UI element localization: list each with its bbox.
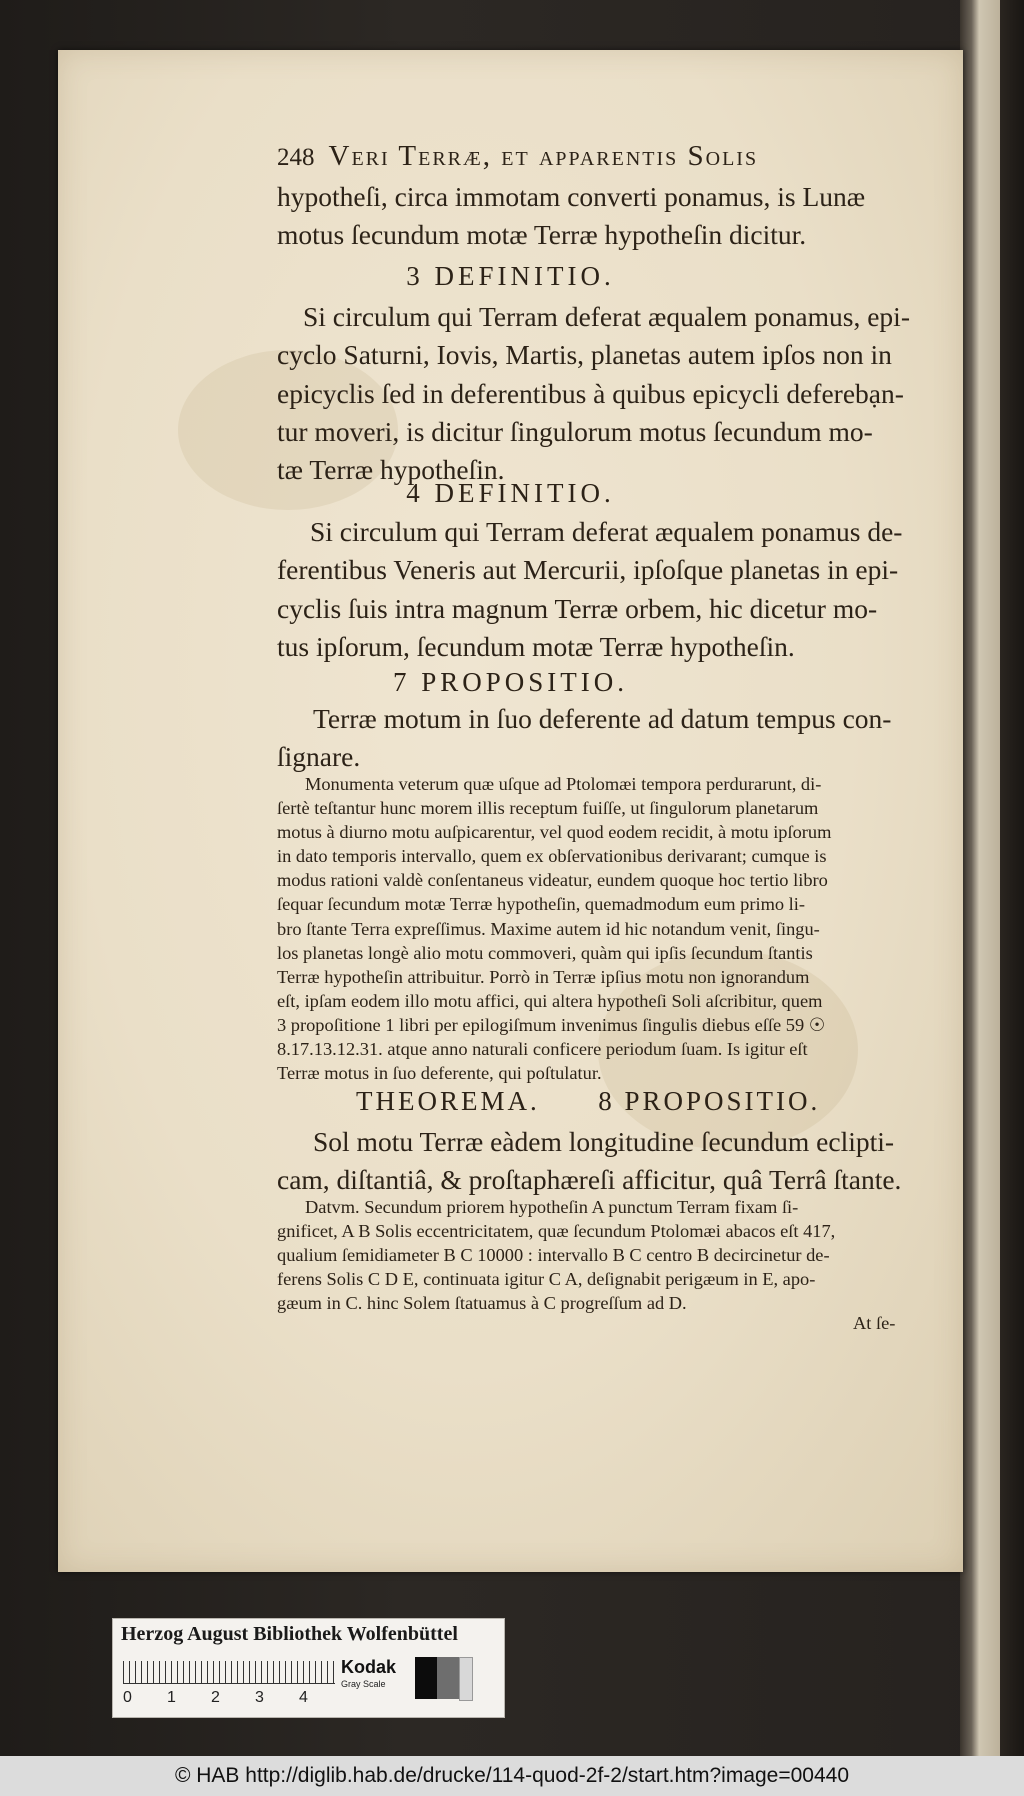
proposition-8-body [277, 1195, 835, 1315]
definition-3-text [277, 298, 910, 489]
ruler-number: 2 [211, 1689, 220, 1706]
text-line: tæ Terræ hypotheſin. [277, 454, 505, 486]
text-line: gnificet, A B Solis eccentricitatem, quæ ſecundum Ptolomæi abacos eſt 417, [277, 1221, 836, 1242]
text-line: ferens Solis C D E, continuata igitur C A, deſignabit perigæum in E, apo- [277, 1269, 816, 1290]
text-line: motus ſecundum motæ Terræ hypotheſin dicitur. [277, 219, 807, 251]
text-line: Terræ motum in ſuo deferente ad datum tempus con- [313, 703, 892, 734]
definition-4-heading: 4 DEFINITIO. [406, 478, 615, 508]
text-line: ſequar ſecundum motæ Terræ hypotheſin, quemadmodum eum primo li- [277, 894, 806, 915]
text-line: los planetas longè alio motu commoveri, quàm qui ipſis ſecundum ſtantis [277, 942, 813, 963]
text-line: Monumenta veterum quæ uſque ad Ptolomæi tempora perdurarunt, di- [305, 774, 822, 794]
text-line: epicyclis ſed in deferentibus à quibus epicycli deferebạn- [277, 377, 904, 409]
proposition-8-statement [277, 1123, 901, 1200]
kodak-logo: Kodak [341, 1657, 397, 1677]
text-line: qualium ſemidiameter B C 10000 : intervallo B C centro B decircinetur de- [277, 1245, 830, 1266]
institution-name: Herzog August Bibliothek Wolfenbüttel [121, 1623, 458, 1645]
text-line: 3 propoſitione 1 libri per epilogiſmum invenimus ſingulis diebus eſſe 59 ☉ [277, 1014, 826, 1035]
text-line: motus à diurno motu auſpicarentur, vel quod eodem recidit, à motu ipſorum [277, 822, 832, 843]
copyright-link[interactable]: © HAB http://diglib.hab.de/drucke/114-quod-2f-2/start.htm?image=00440 [174, 1764, 850, 1787]
book-edge-shadow [1000, 0, 1024, 1756]
text-line: tus ipſorum, ſecundum motæ Terræ hypotheſin. [277, 630, 795, 662]
text-line: modus rationi valdè conſentaneus videatur, eundem quoque hoc tertio libro [277, 870, 828, 891]
text-line: 8.17.13.12.31. atque anno naturali conficere periodum ſuam. Is igitur eſt [277, 1039, 808, 1060]
text-line: cam, diſtantiâ, & proſtaphæreſi afficitur, quâ Terrâ ſtante. [277, 1164, 902, 1196]
text-line: Sol motu Terræ eàdem longitudine ſecundum eclipti- [313, 1126, 895, 1157]
ruler-number: 0 [123, 1689, 132, 1706]
proposition-7-heading: 7 PROPOSITIO. [392, 667, 629, 697]
measurement-ruler [123, 1661, 335, 1684]
text-line: cyclis ſuis intra magnum Terræ orbem, hic dicetur mo- [277, 592, 878, 624]
proposition-8-heading: THEOREMA. 8 PROPOSITIO. [356, 1086, 821, 1116]
text-line: hypotheſi, circa immotam converti ponamus, is Lunæ [277, 181, 866, 212]
gray-swatch-mid [437, 1657, 459, 1699]
gray-swatch-black [415, 1657, 437, 1699]
catchword: At ſe- [853, 1313, 896, 1333]
text-line: tur moveri, is dicitur ſingulorum motus ſecundum mo- [277, 415, 873, 447]
color-calibration-label [112, 1618, 505, 1718]
text-line: Datvm. Secundum priorem hypotheſin A punctum Terram fixam ſi- [305, 1197, 799, 1217]
page-number: 248 [277, 144, 315, 171]
text-line: Terræ motus in ſuo deferente, qui poſtulatur. [277, 1063, 602, 1084]
ruler-number: 4 [299, 1689, 308, 1706]
ruler-number: 1 [167, 1689, 176, 1706]
text-line: gæum in C. hinc Solem ſtatuamus à C progreſſum ad D. [277, 1293, 687, 1314]
footer-bar [0, 1756, 1024, 1796]
text-line: bro ſtante Terra expreſſimus. Maxime autem id hic notandum venit, ſingu- [277, 918, 820, 939]
ruler-number: 3 [255, 1689, 264, 1706]
text-line: ſertè teſtantur hunc morem illis receptum fuiſſe, ut ſingulorum planetarum [277, 798, 819, 819]
running-head [277, 140, 758, 173]
text-line: Si circulum qui Terram deferat æqualem ponamus, epi- [303, 301, 910, 332]
text-line: cyclo Saturni, Iovis, Martis, planetas autem ipſos non in [277, 339, 892, 371]
text-line: Si circulum qui Terram deferat æqualem ponamus de- [310, 516, 903, 547]
text-line: in dato temporis intervallo, quem ex obſervationibus derivarant; cumque is [277, 846, 827, 867]
text-line: Terræ hypotheſin attribuitur. Porrò in Terræ ipſius motu non ignorandum [277, 966, 810, 987]
text-line: eſt, ipſam eodem illo motu affici, qui altera hypotheſi Soli aſcribitur, quem [277, 990, 823, 1011]
running-title: Veri Terræ, et apparentis Solis [328, 140, 759, 172]
definition-3-heading: 3 DEFINITIO. [406, 261, 615, 291]
definition-4-text [277, 513, 902, 666]
text-line: ſignare. [277, 741, 361, 773]
proposition-7-body [277, 772, 831, 1085]
text-line: ferentibus Veneris aut Mercurii, ipſoſque planetas in epi- [277, 554, 899, 586]
gray-scale-label: Gray Scale [341, 1679, 386, 1689]
gray-swatch-light [459, 1657, 473, 1701]
opening-text [277, 178, 865, 255]
proposition-7-statement [277, 700, 891, 777]
